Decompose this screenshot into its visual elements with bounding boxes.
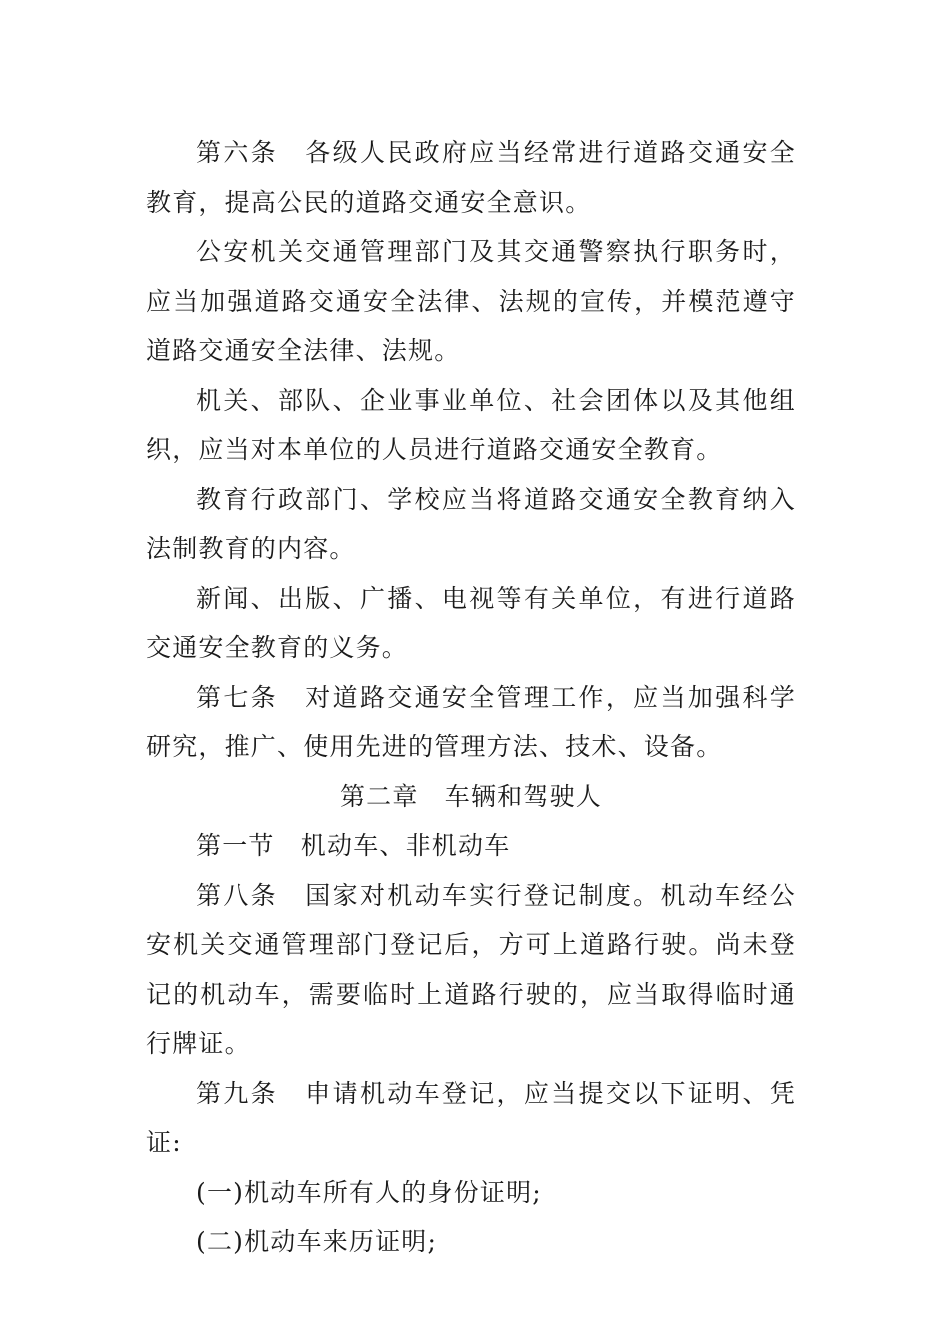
article-9-paragraph: 第九条 申请机动车登记，应当提交以下证明、凭证: bbox=[146, 1078, 796, 1157]
article-7-paragraph: 第七条 对道路交通安全管理工作，应当加强科学研究，推广、使用先进的管理方法、技术、设备。 bbox=[146, 682, 796, 761]
article-6-paragraph: 第六条 各级人民政府应当经常进行道路交通安全教育，提高公民的道路交通安全意识。 bbox=[146, 138, 796, 217]
organization-education-paragraph: 机关、部队、企业事业单位、社会团体以及其他组织，应当对本单位的人员进行道路交通安全教育。 bbox=[146, 385, 796, 464]
list-item-2: (二)机动车来历证明; bbox=[196, 1227, 438, 1256]
document-page bbox=[146, 128, 796, 1267]
article-8-paragraph: 第八条 国家对机动车实行登记制度。机动车经公安机关交通管理部门登记后，方可上道路行驶。尚未登记的机动车，需要临时上道路行驶的，应当取得临时通行牌证。 bbox=[146, 880, 796, 1058]
section-heading: 第一节 机动车、非机动车 bbox=[196, 831, 511, 860]
list-item-1: (一)机动车所有人的身份证明; bbox=[196, 1177, 542, 1207]
police-duty-paragraph: 公安机关交通管理部门及其交通警察执行职务时，应当加强道路交通安全法律、法规的宣传，并模范遵守道路交通安全法律、法规。 bbox=[146, 237, 796, 365]
chapter-heading: 第二章 车辆和驾驶人 bbox=[339, 781, 602, 811]
media-duty-paragraph: 新闻、出版、广播、电视等有关单位，有进行道路交通安全教育的义务。 bbox=[146, 583, 796, 662]
school-education-paragraph: 教育行政部门、学校应当将道路交通安全教育纳入法制教育的内容。 bbox=[146, 484, 796, 563]
